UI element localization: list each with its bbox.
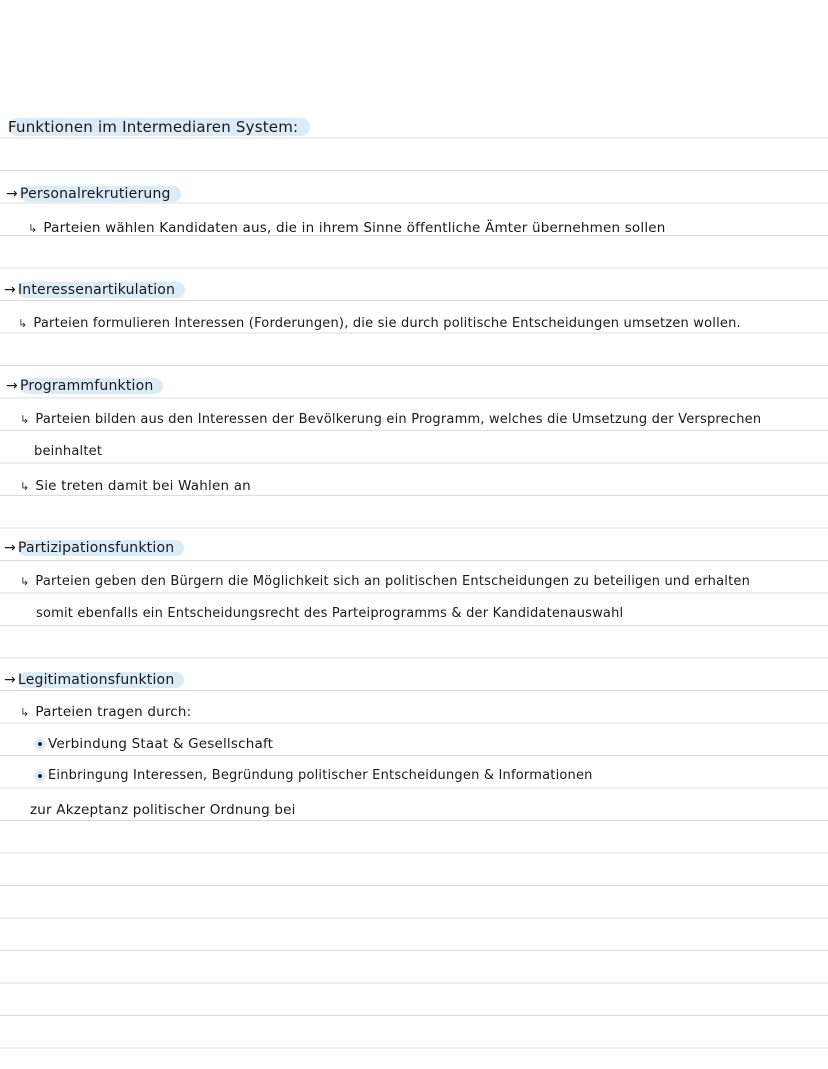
section-line bbox=[28, 220, 666, 236]
bullet-item-text: Verbindung Staat & Gesellschaft bbox=[48, 736, 274, 752]
section-heading-partizipationsfunktion bbox=[4, 540, 184, 556]
section-line bbox=[18, 316, 741, 331]
section-line-text: Parteien geben den Bürgern die Möglichkeit sich an politischen Entscheidungen zu beteiligen und erhalten bbox=[35, 574, 751, 589]
section-line-text: Sie treten damit bei Wahlen an bbox=[35, 478, 251, 494]
section-line-text: beinhaltet bbox=[34, 444, 103, 459]
sub-arrow-icon: ↳ bbox=[20, 480, 30, 493]
arrow-icon: → bbox=[6, 186, 18, 202]
section-heading-personalrekrutierung bbox=[6, 186, 181, 202]
section-heading-text: Programmfunktion bbox=[20, 378, 164, 394]
section-heading-text: Personalrekrutierung bbox=[20, 186, 181, 202]
section-line-text: Parteien wählen Kandidaten aus, die in ihrem Sinne öffentliche Ämter übernehmen sollen bbox=[43, 220, 666, 236]
section-line-text: somit ebenfalls ein Entscheidungsrecht des Parteiprogramms & der Kandidatenauswahl bbox=[36, 606, 624, 621]
section-line bbox=[36, 606, 623, 621]
arrow-icon: → bbox=[4, 282, 16, 298]
section-line-text: Parteien tragen durch: bbox=[35, 704, 192, 720]
bullet-dot-icon bbox=[34, 770, 46, 782]
arrow-icon: → bbox=[4, 672, 16, 688]
section-line bbox=[20, 412, 761, 427]
closing-line bbox=[30, 802, 296, 818]
page-title bbox=[8, 118, 310, 136]
section-heading-text: Legitimationsfunktion bbox=[18, 672, 184, 688]
sub-arrow-icon: ↳ bbox=[20, 575, 30, 588]
sub-arrow-icon: ↳ bbox=[20, 413, 30, 426]
section-line bbox=[20, 704, 191, 720]
bullet-item bbox=[34, 768, 593, 783]
section-heading-text: Interessenartikulation bbox=[18, 282, 185, 298]
closing-line-text: zur Akzeptanz politischer Ordnung bei bbox=[30, 802, 296, 818]
arrow-icon: → bbox=[4, 540, 16, 556]
bullet-item-text: Einbringung Interessen, Begründung politischer Entscheidungen & Informationen bbox=[48, 768, 593, 783]
section-line-text: Parteien bilden aus den Interessen der Bevölkerung ein Programm, welches die Umsetzung der Versprechen bbox=[35, 412, 762, 427]
sub-arrow-icon: ↳ bbox=[28, 222, 38, 235]
section-line bbox=[34, 444, 102, 459]
bullet-dot-icon bbox=[34, 738, 46, 750]
section-heading-legitimationsfunktion bbox=[4, 672, 184, 688]
arrow-icon: → bbox=[6, 378, 18, 394]
section-line bbox=[20, 574, 750, 589]
section-heading-interessenartikulation bbox=[4, 282, 185, 298]
sub-arrow-icon: ↳ bbox=[18, 317, 28, 330]
bullet-item bbox=[34, 736, 273, 752]
top-margin bbox=[0, 0, 828, 105]
page-title-text: Funktionen im Intermediaren System: bbox=[8, 118, 310, 136]
sub-arrow-icon: ↳ bbox=[20, 706, 30, 719]
section-heading-programmfunktion bbox=[6, 378, 163, 394]
section-line bbox=[20, 478, 251, 494]
section-heading-text: Partizipationsfunktion bbox=[18, 540, 184, 556]
section-line-text: Parteien formulieren Interessen (Forderungen), die sie durch politische Entscheidungen umsetzen wollen. bbox=[33, 316, 741, 331]
